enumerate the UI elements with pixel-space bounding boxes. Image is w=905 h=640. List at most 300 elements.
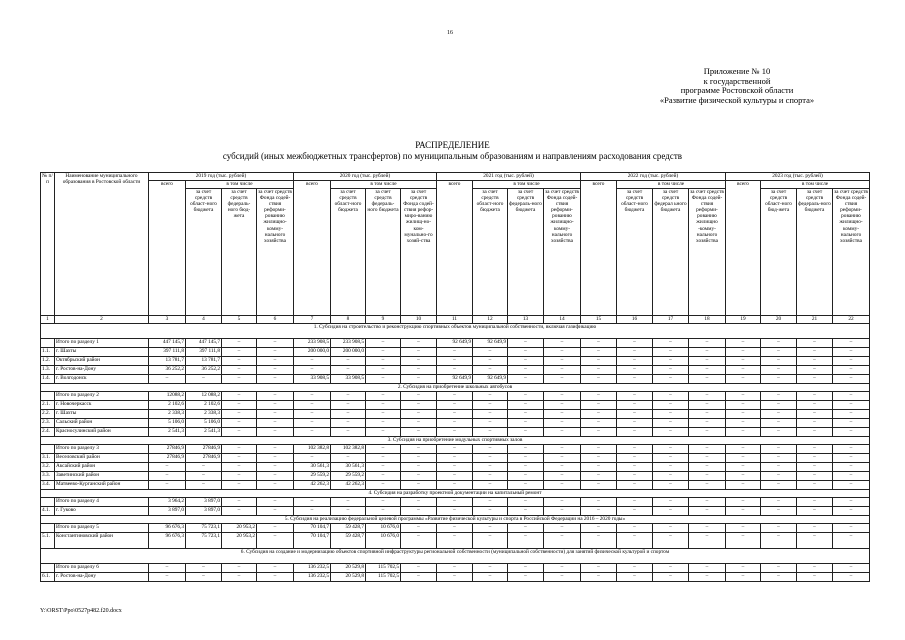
table-row bbox=[41, 401, 870, 410]
table-cell: – bbox=[366, 419, 401, 428]
header-number: № п/п bbox=[41, 173, 55, 316]
table-cell: 75 723,1 bbox=[186, 524, 222, 533]
table-cell: – bbox=[581, 498, 617, 507]
table-cell: – bbox=[797, 472, 833, 481]
table-cell: – bbox=[473, 472, 508, 481]
header-total: всего bbox=[294, 181, 331, 316]
table-cell: – bbox=[581, 507, 617, 516]
table-cell: – bbox=[761, 348, 797, 357]
file-path: Y:\ORST\Ppo\0527p482.f20.docx bbox=[40, 608, 122, 614]
table-cell: – bbox=[508, 573, 544, 582]
table-cell: – bbox=[653, 481, 689, 490]
table-cell: – bbox=[833, 472, 870, 481]
table-cell: 33 908,5 bbox=[331, 375, 366, 384]
table-cell: – bbox=[653, 339, 689, 348]
table-cell: – bbox=[544, 454, 581, 463]
row-number: 3.3. bbox=[41, 472, 55, 481]
table-row bbox=[41, 573, 870, 582]
table-cell: – bbox=[761, 357, 797, 366]
table-cell: – bbox=[544, 375, 581, 384]
table-cell: – bbox=[366, 357, 401, 366]
row-municipality: Заветинский район bbox=[55, 472, 149, 481]
row-municipality: г. Новочеркасск bbox=[55, 401, 149, 410]
column-number: 4 bbox=[186, 316, 222, 324]
table-cell: – bbox=[401, 410, 437, 419]
table-cell: – bbox=[186, 481, 222, 490]
header-funding-source: за счет средств Фонда содей-ствия реформи-рованию жилищно -комму-нального хозяйства bbox=[689, 189, 726, 316]
table-cell: – bbox=[544, 472, 581, 481]
table-cell: – bbox=[401, 445, 437, 454]
row-number: 2.2. bbox=[41, 410, 55, 419]
table-cell: – bbox=[617, 533, 653, 549]
table-cell: – bbox=[331, 428, 366, 437]
table-cell: – bbox=[653, 472, 689, 481]
table-cell: – bbox=[257, 445, 294, 454]
table-cell: – bbox=[653, 428, 689, 437]
table-cell: – bbox=[508, 375, 544, 384]
table-cell: – bbox=[797, 507, 833, 516]
table-cell: – bbox=[617, 573, 653, 582]
table-cell: – bbox=[294, 428, 331, 437]
table-cell: 447 145,7 bbox=[149, 339, 186, 348]
row-municipality: Итого по разделу 6 bbox=[55, 564, 149, 573]
table-cell: – bbox=[331, 507, 366, 516]
table-cell: – bbox=[617, 428, 653, 437]
table-cell: – bbox=[689, 445, 726, 454]
section-title: 1. Субсидия на строительство и реконструкцию спортивных объектов муниципальной собственности, включая газификацию bbox=[41, 324, 870, 339]
header-including: в том числе bbox=[331, 181, 437, 189]
table-cell: – bbox=[257, 481, 294, 490]
table-cell: – bbox=[257, 348, 294, 357]
table-cell: – bbox=[508, 366, 544, 375]
appendix-line: программе Ростовской области bbox=[680, 85, 794, 96]
table-cell: – bbox=[797, 419, 833, 428]
column-number: 1 bbox=[41, 316, 55, 324]
table-cell: – bbox=[473, 445, 508, 454]
table-cell: – bbox=[726, 498, 761, 507]
table-row bbox=[41, 472, 870, 481]
table-cell: – bbox=[437, 366, 473, 375]
table-cell: – bbox=[726, 375, 761, 384]
table-cell: – bbox=[833, 366, 870, 375]
table-cell: – bbox=[473, 419, 508, 428]
table-cell: 70 104,7 bbox=[294, 524, 331, 533]
section-header-row bbox=[41, 490, 870, 498]
table-cell: – bbox=[581, 366, 617, 375]
table-cell: – bbox=[222, 348, 257, 357]
table-row bbox=[41, 366, 870, 375]
table-cell: – bbox=[294, 419, 331, 428]
header-funding-source: за счет средств област-ного бюджета bbox=[186, 189, 222, 316]
table-cell: – bbox=[653, 533, 689, 549]
table-cell: – bbox=[689, 533, 726, 549]
section-header-row bbox=[41, 549, 870, 564]
header-including: в том числе bbox=[617, 181, 726, 189]
table-cell: – bbox=[726, 463, 761, 472]
table-cell: – bbox=[508, 524, 544, 533]
table-cell: – bbox=[653, 419, 689, 428]
table-row bbox=[41, 533, 870, 549]
table-cell: – bbox=[437, 445, 473, 454]
table-cell: 92 649,9 bbox=[437, 375, 473, 384]
table-cell: 397 111,8 bbox=[149, 348, 186, 357]
title-line-1: РАСПРЕДЕЛЕНИЕ bbox=[415, 140, 490, 150]
header-year-2021: 2021 год (тыс. рублей) bbox=[437, 173, 581, 181]
table-cell: 200 000,0 bbox=[294, 348, 331, 357]
table-cell: – bbox=[689, 564, 726, 573]
row-number: 3.2. bbox=[41, 463, 55, 472]
table-cell: 36 252,2 bbox=[149, 366, 186, 375]
table-cell: – bbox=[186, 564, 222, 573]
table-cell: – bbox=[726, 357, 761, 366]
column-number: 13 bbox=[508, 316, 544, 324]
table-cell: – bbox=[222, 419, 257, 428]
row-municipality: Итого по разделу 3 bbox=[55, 445, 149, 454]
table-cell: – bbox=[186, 573, 222, 582]
table-cell: – bbox=[797, 463, 833, 472]
table-cell: – bbox=[833, 507, 870, 516]
table-cell: 3 897,0 bbox=[186, 498, 222, 507]
table-cell: – bbox=[257, 401, 294, 410]
table-cell: – bbox=[508, 481, 544, 490]
row-municipality: г. Волгодонск bbox=[55, 375, 149, 384]
table-cell: – bbox=[797, 401, 833, 410]
table-cell: 59 428,7 bbox=[331, 524, 366, 533]
table-cell: – bbox=[473, 498, 508, 507]
table-cell: – bbox=[366, 498, 401, 507]
table-cell: 2 102,6 bbox=[186, 401, 222, 410]
table-cell: 70 104,7 bbox=[294, 533, 331, 549]
table-cell: – bbox=[726, 401, 761, 410]
table-cell: – bbox=[437, 428, 473, 437]
table-cell: – bbox=[653, 507, 689, 516]
header-year-2023: 2023 год (тыс. рублей) bbox=[726, 173, 870, 181]
table-cell: – bbox=[617, 392, 653, 401]
table-row bbox=[41, 524, 870, 533]
table-cell: – bbox=[473, 573, 508, 582]
table-cell: – bbox=[689, 507, 726, 516]
table-cell: – bbox=[508, 472, 544, 481]
table-cell: – bbox=[473, 428, 508, 437]
table-cell: – bbox=[544, 348, 581, 357]
table-cell: – bbox=[833, 564, 870, 573]
table-cell: – bbox=[797, 454, 833, 463]
table-cell: – bbox=[689, 339, 726, 348]
table-cell: – bbox=[222, 454, 257, 463]
table-cell: – bbox=[222, 357, 257, 366]
table-cell: – bbox=[331, 392, 366, 401]
table-cell: – bbox=[797, 357, 833, 366]
table-cell: – bbox=[222, 375, 257, 384]
table-row bbox=[41, 454, 870, 463]
table-cell: – bbox=[257, 454, 294, 463]
table-cell: – bbox=[726, 564, 761, 573]
table-cell: – bbox=[581, 445, 617, 454]
table-cell: – bbox=[797, 481, 833, 490]
table-cell: – bbox=[726, 339, 761, 348]
table-cell: – bbox=[797, 445, 833, 454]
table-cell: – bbox=[437, 463, 473, 472]
table-cell: – bbox=[544, 357, 581, 366]
table-cell: – bbox=[331, 419, 366, 428]
table-cell: 5 106,0 bbox=[149, 419, 186, 428]
table-row bbox=[41, 357, 870, 366]
table-cell: – bbox=[257, 524, 294, 533]
table-cell: – bbox=[581, 454, 617, 463]
table-cell: 96 676,3 bbox=[149, 524, 186, 533]
section-header-row bbox=[41, 324, 870, 339]
table-cell: – bbox=[617, 481, 653, 490]
table-cell: – bbox=[617, 348, 653, 357]
table-cell: – bbox=[294, 410, 331, 419]
table-cell: – bbox=[508, 392, 544, 401]
row-number: 2.4. bbox=[41, 428, 55, 437]
table-cell: – bbox=[797, 573, 833, 582]
table-cell: – bbox=[366, 454, 401, 463]
table-cell: – bbox=[544, 481, 581, 490]
appendix-block bbox=[617, 67, 857, 105]
table-cell: – bbox=[366, 428, 401, 437]
table-cell: – bbox=[222, 366, 257, 375]
row-municipality: Итого по разделу 2 bbox=[55, 392, 149, 401]
table-cell: – bbox=[473, 410, 508, 419]
table-cell: – bbox=[689, 357, 726, 366]
header-funding-source: за счет средств федераль-ного бюд-жета bbox=[222, 189, 257, 316]
table-cell: – bbox=[257, 357, 294, 366]
table-cell: – bbox=[617, 454, 653, 463]
row-number: 3.1. bbox=[41, 454, 55, 463]
table-cell: – bbox=[581, 401, 617, 410]
column-number: 17 bbox=[653, 316, 689, 324]
table-cell: – bbox=[222, 481, 257, 490]
table-cell: – bbox=[617, 357, 653, 366]
table-cell: – bbox=[761, 507, 797, 516]
table-cell: – bbox=[797, 348, 833, 357]
table-cell: – bbox=[508, 507, 544, 516]
row-number: 5.1. bbox=[41, 533, 55, 549]
table-cell: – bbox=[437, 507, 473, 516]
table-cell: – bbox=[581, 564, 617, 573]
table-cell: – bbox=[617, 339, 653, 348]
column-number: 7 bbox=[294, 316, 331, 324]
table-cell: – bbox=[581, 463, 617, 472]
header-year-2020: 2020 год (тыс. рублей) bbox=[294, 173, 437, 181]
table-cell: – bbox=[833, 348, 870, 357]
column-number: 6 bbox=[257, 316, 294, 324]
table-cell: 233 908,5 bbox=[294, 339, 331, 348]
header-total: всего bbox=[149, 181, 186, 316]
table-cell: – bbox=[508, 428, 544, 437]
table-cell: – bbox=[473, 366, 508, 375]
table-cell: – bbox=[257, 410, 294, 419]
table-cell: – bbox=[653, 573, 689, 582]
table-cell: 13 781,7 bbox=[186, 357, 222, 366]
table-cell: 2 102,6 bbox=[149, 401, 186, 410]
header-total: всего bbox=[581, 181, 617, 316]
table-cell: – bbox=[581, 339, 617, 348]
row-number bbox=[41, 339, 55, 348]
row-number: 1.3. bbox=[41, 366, 55, 375]
table-cell: 42 262,3 bbox=[331, 481, 366, 490]
header-funding-source: за счет средств федераль-ного бюджета bbox=[797, 189, 833, 316]
table-cell: – bbox=[257, 419, 294, 428]
table-cell: – bbox=[508, 348, 544, 357]
table-cell: – bbox=[617, 419, 653, 428]
table-cell: – bbox=[437, 410, 473, 419]
table-cell: – bbox=[508, 445, 544, 454]
table-cell: 2 338,3 bbox=[186, 410, 222, 419]
table-cell: – bbox=[401, 428, 437, 437]
header-funding-source: за счет средств федераль-ного бюджета bbox=[366, 189, 401, 316]
table-cell: – bbox=[473, 481, 508, 490]
table-cell: – bbox=[222, 401, 257, 410]
table-cell: – bbox=[797, 392, 833, 401]
table-cell: – bbox=[331, 454, 366, 463]
table-cell: – bbox=[761, 366, 797, 375]
table-cell: 3 897,0 bbox=[149, 507, 186, 516]
table-cell: – bbox=[401, 419, 437, 428]
header-including: в том числе bbox=[473, 181, 581, 189]
table-cell: – bbox=[617, 507, 653, 516]
appendix-line: Приложение № 10 bbox=[703, 66, 771, 76]
table-cell: – bbox=[797, 498, 833, 507]
table-cell: – bbox=[761, 410, 797, 419]
table-cell: – bbox=[617, 498, 653, 507]
table-cell: – bbox=[617, 366, 653, 375]
table-cell: 115 702,5 bbox=[366, 573, 401, 582]
table-cell: – bbox=[222, 392, 257, 401]
table-cell: – bbox=[761, 564, 797, 573]
table-cell: – bbox=[761, 392, 797, 401]
table-cell: – bbox=[617, 401, 653, 410]
table-cell: – bbox=[726, 428, 761, 437]
table-cell: – bbox=[366, 339, 401, 348]
table-cell: – bbox=[508, 339, 544, 348]
row-municipality: Веселовский район bbox=[55, 454, 149, 463]
table-cell: – bbox=[689, 428, 726, 437]
table-cell: 20 529,8 bbox=[331, 564, 366, 573]
table-cell: – bbox=[653, 392, 689, 401]
table-cell: – bbox=[581, 481, 617, 490]
header-funding-source: за счет средств Фонда содей-ствия реформи-рованию жилищно-комму-нального хозяйства bbox=[833, 189, 870, 316]
table-cell: – bbox=[401, 472, 437, 481]
table-cell: 27846,9 bbox=[149, 445, 186, 454]
table-cell: – bbox=[689, 498, 726, 507]
row-municipality: г. Ростов-на-Дону bbox=[55, 366, 149, 375]
table-cell: – bbox=[186, 472, 222, 481]
table-cell: – bbox=[257, 573, 294, 582]
table-cell: – bbox=[689, 366, 726, 375]
row-municipality: г. Шахты bbox=[55, 410, 149, 419]
table-cell: 2 541,3 bbox=[186, 428, 222, 437]
table-cell: – bbox=[761, 472, 797, 481]
header-funding-source: за счет средств Фонда содей-ствия реформи-рованию жилищно-комму-нального хозяйства bbox=[257, 189, 294, 316]
table-cell: – bbox=[726, 481, 761, 490]
table-cell: – bbox=[473, 507, 508, 516]
table-cell: – bbox=[331, 410, 366, 419]
table-cell: – bbox=[833, 445, 870, 454]
table-cell: – bbox=[222, 463, 257, 472]
table-cell: – bbox=[617, 410, 653, 419]
table-cell: – bbox=[797, 375, 833, 384]
table-cell: – bbox=[689, 454, 726, 463]
table-cell: – bbox=[186, 375, 222, 384]
column-number: 2 bbox=[55, 316, 149, 324]
table-cell: – bbox=[473, 533, 508, 549]
table-cell: – bbox=[797, 428, 833, 437]
table-cell: 397 111,8 bbox=[186, 348, 222, 357]
table-cell: – bbox=[473, 401, 508, 410]
table-cell: – bbox=[149, 564, 186, 573]
table-cell: – bbox=[508, 498, 544, 507]
table-cell: 20 953,2 bbox=[222, 524, 257, 533]
table-cell: – bbox=[544, 366, 581, 375]
table-cell: 5 106,0 bbox=[186, 419, 222, 428]
table-cell: – bbox=[726, 348, 761, 357]
table-row bbox=[41, 419, 870, 428]
table-cell: – bbox=[581, 533, 617, 549]
table-cell: – bbox=[294, 392, 331, 401]
table-cell: 27846,9 bbox=[186, 445, 222, 454]
table-cell: – bbox=[222, 573, 257, 582]
table-cell: – bbox=[689, 419, 726, 428]
section-title: 4. Субсидия на разработку проектной документации на капитальный ремонт bbox=[41, 490, 870, 498]
table-cell: – bbox=[833, 481, 870, 490]
table-cell: – bbox=[401, 348, 437, 357]
table-cell: – bbox=[222, 339, 257, 348]
header-funding-source: за счет средств федераль-ного бюджета bbox=[508, 189, 544, 316]
table-row bbox=[41, 410, 870, 419]
table-cell: – bbox=[581, 348, 617, 357]
table-cell: – bbox=[581, 419, 617, 428]
table-cell: – bbox=[726, 366, 761, 375]
table-cell: – bbox=[544, 564, 581, 573]
table-cell: – bbox=[581, 392, 617, 401]
table-cell: – bbox=[257, 533, 294, 549]
table-cell: – bbox=[186, 463, 222, 472]
table-cell: – bbox=[294, 401, 331, 410]
table-cell: 36 252,2 bbox=[186, 366, 222, 375]
table-cell: – bbox=[833, 392, 870, 401]
table-cell: – bbox=[222, 428, 257, 437]
table-cell: – bbox=[257, 375, 294, 384]
column-number: 19 bbox=[726, 316, 761, 324]
table-cell: 30 561,3 bbox=[294, 463, 331, 472]
table-cell: – bbox=[401, 507, 437, 516]
header-total: всего bbox=[726, 181, 761, 316]
table-cell: – bbox=[473, 463, 508, 472]
table-cell: – bbox=[401, 533, 437, 549]
header-funding-source: за счет средств Фонда содей-ствия реформи-рованию жилищно-комму-нального хозяйства bbox=[544, 189, 581, 316]
table-cell: – bbox=[689, 392, 726, 401]
table-cell: 92 649,9 bbox=[437, 339, 473, 348]
table-cell: 447 145,7 bbox=[186, 339, 222, 348]
table-cell: – bbox=[726, 445, 761, 454]
table-cell: 27846,9 bbox=[149, 454, 186, 463]
table-cell: – bbox=[833, 498, 870, 507]
table-cell: – bbox=[508, 401, 544, 410]
table-cell: 92 649,9 bbox=[473, 339, 508, 348]
table-cell: – bbox=[437, 419, 473, 428]
table-cell: 102 382,8 bbox=[331, 445, 366, 454]
table-cell: – bbox=[401, 573, 437, 582]
table-row bbox=[41, 428, 870, 437]
table-cell: – bbox=[222, 507, 257, 516]
table-row bbox=[41, 481, 870, 490]
table-cell: – bbox=[761, 481, 797, 490]
table-cell: – bbox=[366, 481, 401, 490]
table-cell: – bbox=[797, 366, 833, 375]
